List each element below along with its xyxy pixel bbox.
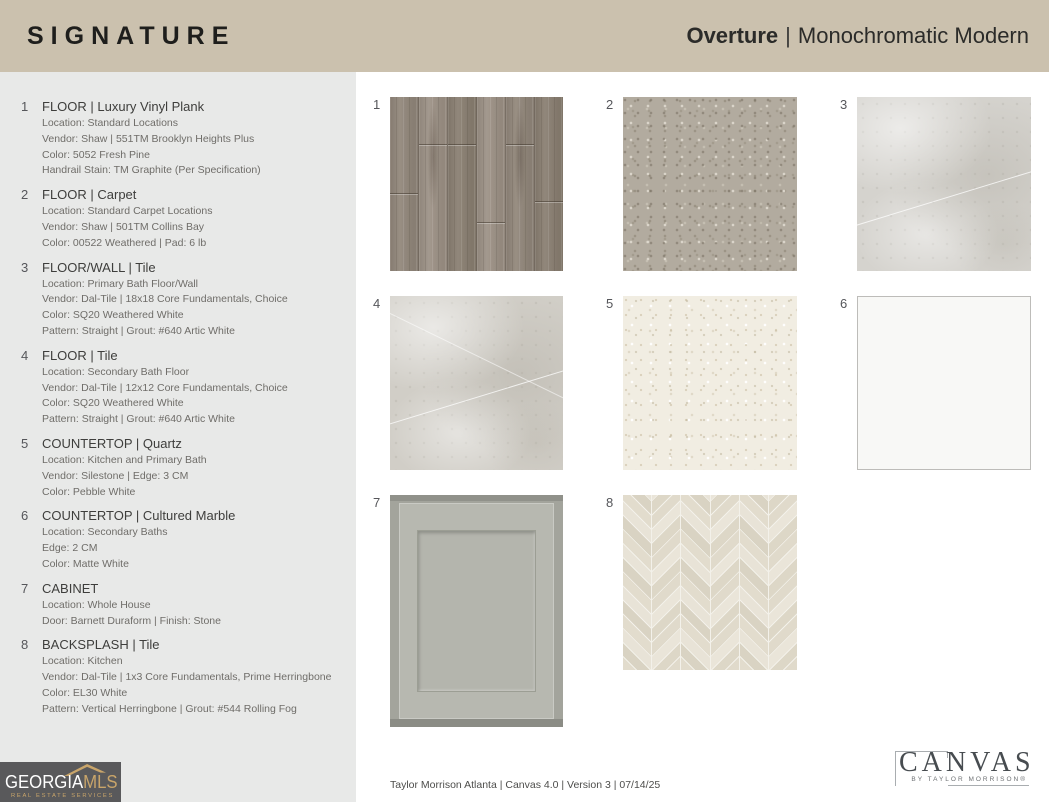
swatch-image-herringbone-tile [623, 495, 797, 670]
wood-plank [419, 97, 448, 271]
spec-item-7 [0, 580, 356, 630]
swatch-number: 8 [606, 495, 614, 510]
wood-plank [390, 97, 419, 271]
spec-detail: Vendor: Shaw | 501TM Collins Bay [42, 220, 205, 233]
swatch-board [356, 72, 1049, 802]
swatch-image-quartz [623, 296, 797, 470]
spec-detail: Location: Kitchen [42, 655, 123, 668]
spec-detail: Location: Secondary Bath Floor [42, 365, 190, 378]
stone-vein [390, 366, 563, 430]
spec-number: 8 [21, 637, 29, 653]
spec-detail: Color: 5052 Fresh Pine [42, 148, 150, 161]
georgia-mls-logo [0, 762, 121, 802]
spec-item-5 [0, 435, 356, 500]
canvas-tagline: BY TAYLOR MORRISON® [911, 776, 1027, 783]
swatch-image-luxury-vinyl-plank [390, 97, 563, 271]
spec-number: 7 [21, 580, 29, 596]
spec-detail: Color: EL30 White [42, 686, 128, 699]
swatch-number: 6 [840, 296, 848, 311]
spec-detail: Edge: 2 CM [42, 542, 98, 555]
cabinet-door-panel [418, 531, 536, 691]
cabinet-door-face [399, 503, 554, 719]
spec-detail: Color: Pebble White [42, 485, 136, 498]
spec-detail: Vendor: Shaw | 551TM Brooklyn Heights Plus [42, 132, 255, 145]
spec-title: COUNTERTOP | Quartz [42, 435, 182, 451]
herringbone-column [769, 495, 797, 670]
spec-detail: Location: Primary Bath Floor/Wall [42, 277, 198, 290]
swatch-number: 4 [373, 296, 381, 311]
herringbone-column [652, 495, 680, 670]
selections-sidebar [0, 72, 356, 802]
stone-vein [390, 308, 563, 403]
swatch-cell-5 [606, 296, 797, 470]
swatch-cell-1 [373, 97, 563, 271]
georgia-mls-wordmark: GEORGIAMLS [5, 772, 118, 792]
spec-title: BACKSPLASH | Tile [42, 637, 160, 653]
wood-plank [477, 97, 506, 271]
spec-detail: Door: Barnett Duraform | Finish: Stone [42, 614, 221, 627]
collection-name: Overture [686, 23, 779, 48]
spec-detail: Vendor: Dal-Tile | 18x18 Core Fundamentals, Choice [42, 293, 288, 306]
spec-number: 5 [21, 435, 29, 451]
spec-title: FLOOR/WALL | Tile [42, 259, 156, 275]
herringbone-column [623, 495, 651, 670]
spec-detail: Location: Standard Carpet Locations [42, 205, 213, 218]
brand-title: SIGNATURE [27, 21, 236, 50]
swatch-number: 2 [606, 97, 614, 112]
spec-item-4 [0, 347, 356, 428]
wood-plank [506, 97, 535, 271]
spec-list [0, 98, 356, 718]
herringbone-column [681, 495, 709, 670]
spec-detail: Color: 00522 Weathered | Pad: 6 lb [42, 236, 207, 249]
spec-title: FLOOR | Luxury Vinyl Plank [42, 99, 205, 114]
spec-number: 3 [21, 259, 29, 275]
spec-item-8 [0, 636, 356, 717]
canvas-logo [893, 746, 1033, 792]
spec-detail: Vendor: Dal-Tile | 12x12 Core Fundamentals, Choice [42, 381, 288, 394]
spec-number: 4 [21, 347, 29, 363]
swatch-cell-8 [606, 495, 797, 670]
swatch-number: 1 [373, 97, 381, 112]
stone-vein [857, 166, 1031, 230]
spec-detail: Handrail Stain: TM Graphite (Per Specification) [42, 164, 261, 177]
swatch-image-tile-18x18 [857, 97, 1031, 271]
spec-item-3 [0, 259, 356, 340]
swatch-number: 3 [840, 97, 848, 112]
spec-detail: Color: Matte White [42, 557, 129, 570]
style-name: Monochromatic Modern [797, 23, 1029, 48]
attribution-text: Taylor Morrison Atlanta | Canvas 4.0 | Version 3 | 07/14/25 [390, 779, 661, 791]
swatch-image-cabinet-door [390, 495, 563, 727]
swatch-number: 5 [606, 296, 614, 311]
spec-number: 2 [21, 187, 29, 203]
swatch-image-carpet [623, 97, 797, 271]
header [0, 0, 1049, 72]
spec-item-6 [0, 507, 356, 572]
spec-item-2 [0, 186, 356, 251]
spec-title: FLOOR | Tile [42, 347, 118, 363]
herringbone-column [711, 495, 739, 670]
spec-title: COUNTERTOP | Cultured Marble [42, 508, 236, 524]
spec-detail: Color: SQ20 Weathered White [42, 397, 184, 410]
swatch-cell-3 [840, 97, 1031, 271]
collection-title [686, 23, 1029, 49]
spec-detail: Location: Whole House [42, 598, 151, 611]
spec-detail: Pattern: Straight | Grout: #640 Artic White [42, 324, 235, 337]
spec-detail: Vendor: Dal-Tile | 1x3 Core Fundamentals, Prime Herringbone [42, 671, 332, 684]
spec-detail: Location: Kitchen and Primary Bath [42, 453, 207, 466]
wood-plank [535, 97, 563, 271]
herringbone-column [740, 495, 768, 670]
spec-detail: Location: Secondary Baths [42, 526, 168, 539]
swatch-cell-6 [840, 296, 1031, 470]
wood-plank [448, 97, 477, 271]
swatch-image-cultured-marble [857, 296, 1031, 470]
georgia-mls-tagline: REAL ESTATE SERVICES [11, 793, 115, 799]
spec-number: 1 [21, 99, 29, 114]
spec-number: 6 [21, 508, 29, 524]
swatch-cell-7 [373, 495, 563, 727]
collection-separator: | [785, 23, 791, 48]
spec-detail: Color: SQ20 Weathered White [42, 309, 184, 322]
swatch-image-tile-12x12 [390, 296, 563, 470]
spec-title: CABINET [42, 580, 99, 596]
canvas-wordmark: CANVAS [899, 747, 1035, 778]
spec-title: FLOOR | Carpet [42, 187, 137, 203]
spec-item-1 [0, 98, 356, 179]
swatch-number: 7 [373, 495, 381, 510]
spec-detail: Location: Standard Locations [42, 117, 179, 129]
spec-detail: Pattern: Vertical Herringbone | Grout: #544 Rolling Fog [42, 702, 297, 715]
swatch-cell-2 [606, 97, 797, 271]
canvas-underline [948, 785, 1029, 786]
spec-detail: Pattern: Straight | Grout: #640 Artic White [42, 413, 235, 426]
swatch-cell-4 [373, 296, 563, 470]
spec-detail: Vendor: Silestone | Edge: 3 CM [42, 469, 189, 482]
